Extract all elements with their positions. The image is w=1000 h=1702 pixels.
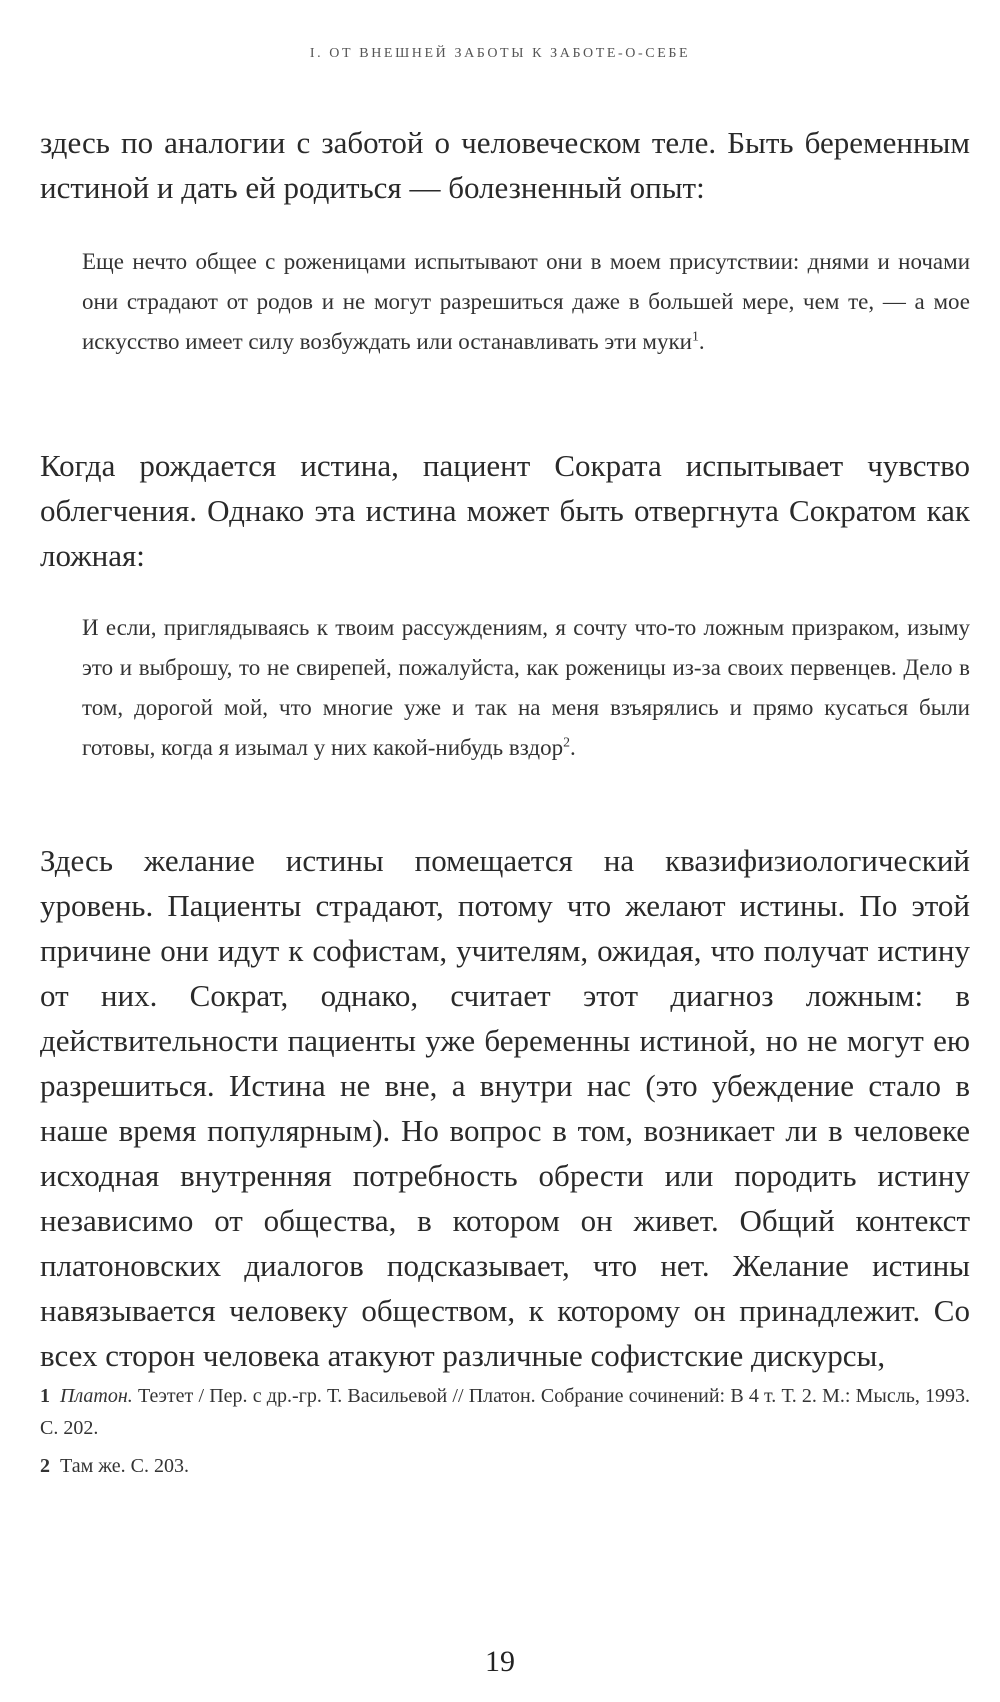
footnote-1 [40, 1380, 970, 1444]
footnote-text: Теэтет / Пер. с др.-гр. Т. Васильевой // Платон. Собрание сочинений: В 4 т. Т. 2. М.: Мысль, 1993. С. 202. [40, 1385, 971, 1439]
paragraph-2: Когда рождается истина, пациент Сократа испытывает чувство облегчения. Однако эта истина может быть отвергнута Сократом как ложная: [40, 448, 970, 573]
running-header: I. ОТ ВНЕШНЕЙ ЗАБОТЫ К ЗАБОТЕ-О-СЕБЕ [309, 46, 691, 61]
footnote-author: Платон. [60, 1385, 133, 1407]
note-ref-1[interactable]: 1 [691, 328, 699, 344]
paragraph-1: здесь по аналогии с заботой о человеческом теле. Быть беременным истиной и дать ей родиться — болезненный опыт: [40, 125, 970, 205]
footnote-number: 1 [40, 1385, 50, 1407]
quote-2 [82, 608, 970, 768]
note-ref-2[interactable]: 2 [563, 734, 570, 750]
footnote-number: 2 [40, 1455, 50, 1477]
footnote-text: Там же. С. 203. [60, 1455, 190, 1477]
quote-1-text: Еще нечто общее с роженицами испытывают они в моем присутствии: днями и ночами они страдают от родов и не могут разрешиться даже в большей мере, чем те, — а мое искусство имеет силу возбуждать или останавливать эти муки [82, 249, 970, 354]
page-number: 19 [485, 1645, 515, 1678]
quote-1-end: . [698, 329, 705, 354]
quote-1 [82, 242, 970, 362]
footnote-2 [40, 1450, 970, 1482]
paragraph-3: Здесь желание истины помещается на квазифизиологический уровень. Пациенты страдают, потому что желают истины. По этой причине они идут к софистам, учителям, ожидая, что получат истину от них. Сократ, однако, считает этот диагноз ложным: в действительности пациенты уже беременны истиной, но не могут ею разрешиться. Истина не вне, а внутри нас (это убеждение стало в наше время популярным). Но вопрос в том, возникает ли в человеке исходная внутренняя потребность обрести или породить истину независимо от общества, в котором он живет. Общий контекст платоновских диалогов подсказывает, что нет. Желание истины навязывается человеку обществом, к которому он принадлежит. Со всех сторон человека атакуют различные софистские дискурсы, [40, 843, 970, 1373]
quote-2-text: И если, приглядываясь к твоим рассуждениям, я сочту что-то ложным призраком, изыму это и выброшу, то не свирепей, пожалуйста, как роженицы из-за своих первенцев. Дело в том, дорогой мой, что многие уже и так на меня взъярялись и прямо кусаться были готовы, когда я изымал у них какой-нибудь вздор [82, 615, 970, 760]
quote-2-end: . [570, 735, 576, 760]
footnotes [40, 1380, 970, 1488]
